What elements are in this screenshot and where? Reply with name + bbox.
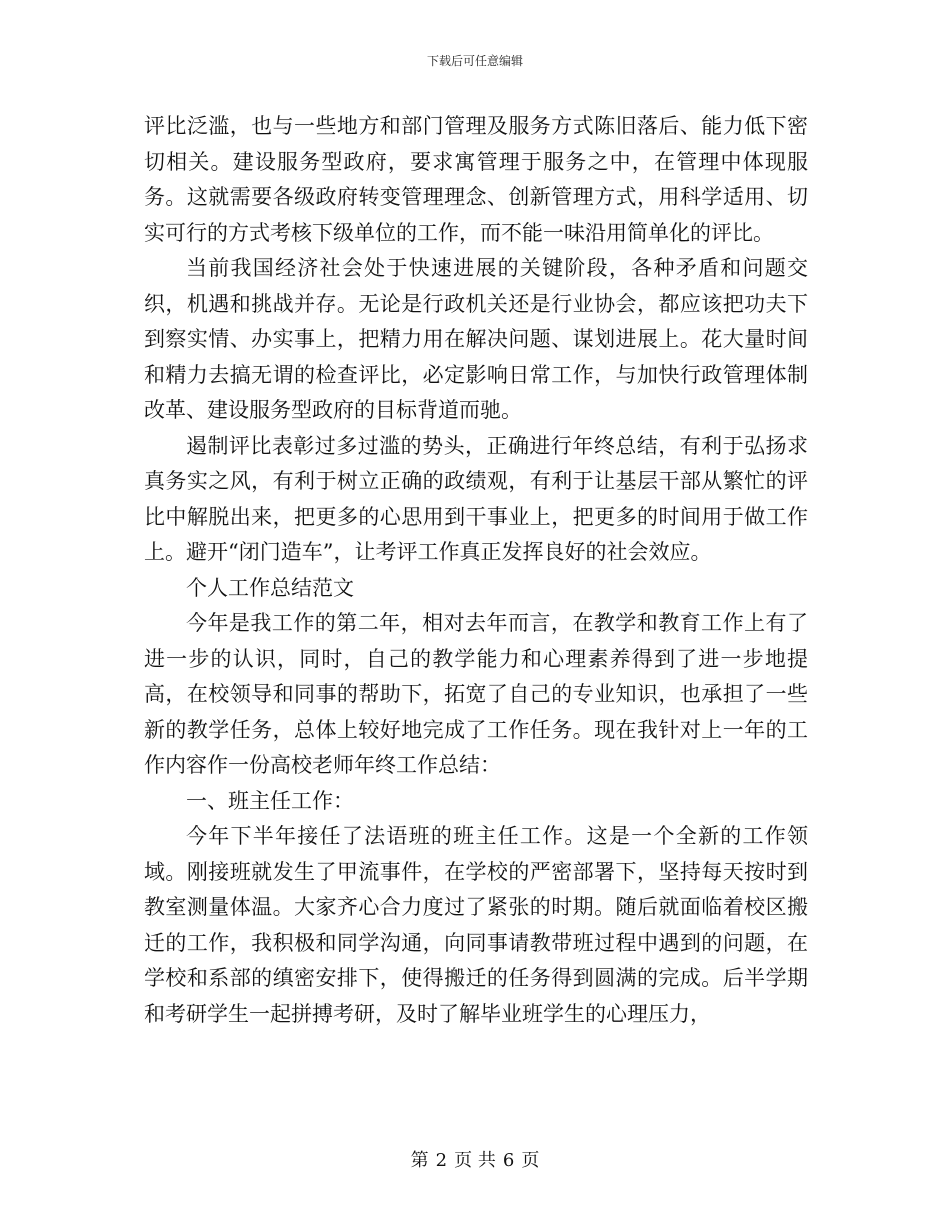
footer-suffix: 页: [521, 1150, 540, 1171]
subsection-title: 一、班主任工作：: [186, 788, 354, 813]
footer-total-pages: 6: [502, 1150, 515, 1171]
paragraph-3: 遏制评比表彰过多过滥的势头，正确进行年终总结，有利于弘扬求真务实之风，有利于树立正确的政绩观，有利于让基层干部从繁忙的评比中解脱出来，把更多的心思用到干事业上，把更多的时间用于做工作上。避开“闭门造车”，让考评工作真正发挥良好的社会效应。: [144, 433, 808, 564]
footer-middle: 页 共: [454, 1150, 496, 1171]
footer-prefix: 第: [410, 1150, 429, 1171]
document-body: [144, 109, 808, 1032]
section-title: 个人工作总结范文: [186, 575, 354, 600]
paragraph-4: 今年是我工作的第二年，相对去年而言，在教学和教育工作上有了进一步的认识，同时，自己的教学能力和心理素养得到了进一步地提高，在校领导和同事的帮助下，拓宽了自己的专业知识，也承担了一些新的教学任务，总体上较好地完成了工作任务。现在我针对上一年的工作内容作一份高校老师年终工作总结：: [144, 611, 808, 777]
page-footer: [0, 1149, 950, 1173]
paragraph-2: 当前我国经济社会处于快速进展的关键阶段，各种矛盾和问题交织，机遇和挑战并存。无论是行政机关还是行业协会，都应该把功夫下到察实情、办实事上，把精力用在解决问题、谋划进展上。花大量时间和精力去搞无谓的检查评比，必定影响日常工作，与加快行政管理体制改革、建设服务型政府的目标背道而驰。: [144, 256, 808, 422]
footer-page-number: 2: [435, 1150, 448, 1171]
paragraph-1: 评比泛滥，也与一些地方和部门管理及服务方式陈旧落后、能力低下密切相关。建设服务型政府，要求寓管理于服务之中，在管理中体现服务。这就需要各级政府转变管理理念、创新管理方式，用科学适用、切实可行的方式考核下级单位的工作，而不能一味沿用简单化的评比。: [144, 114, 808, 245]
paragraph-5: 今年下半年接任了法语班的班主任工作。这是一个全新的工作领域。刚接班就发生了甲流事件，在学校的严密部署下，坚持每天按时到教室测量体温。大家齐心合力度过了紧张的时期。随后就面临着校区搬迁的工作，我积极和同学沟通，向同事请教带班过程中遇到的问题，在学校和系部的缜密安排下，使得搬迁的任务得到圆满的完成。后半学期和考研学生一起拼搏考研，及时了解毕业班学生的心理压力，: [144, 824, 808, 1026]
page-header: 下载后可任意编辑: [426, 54, 523, 68]
